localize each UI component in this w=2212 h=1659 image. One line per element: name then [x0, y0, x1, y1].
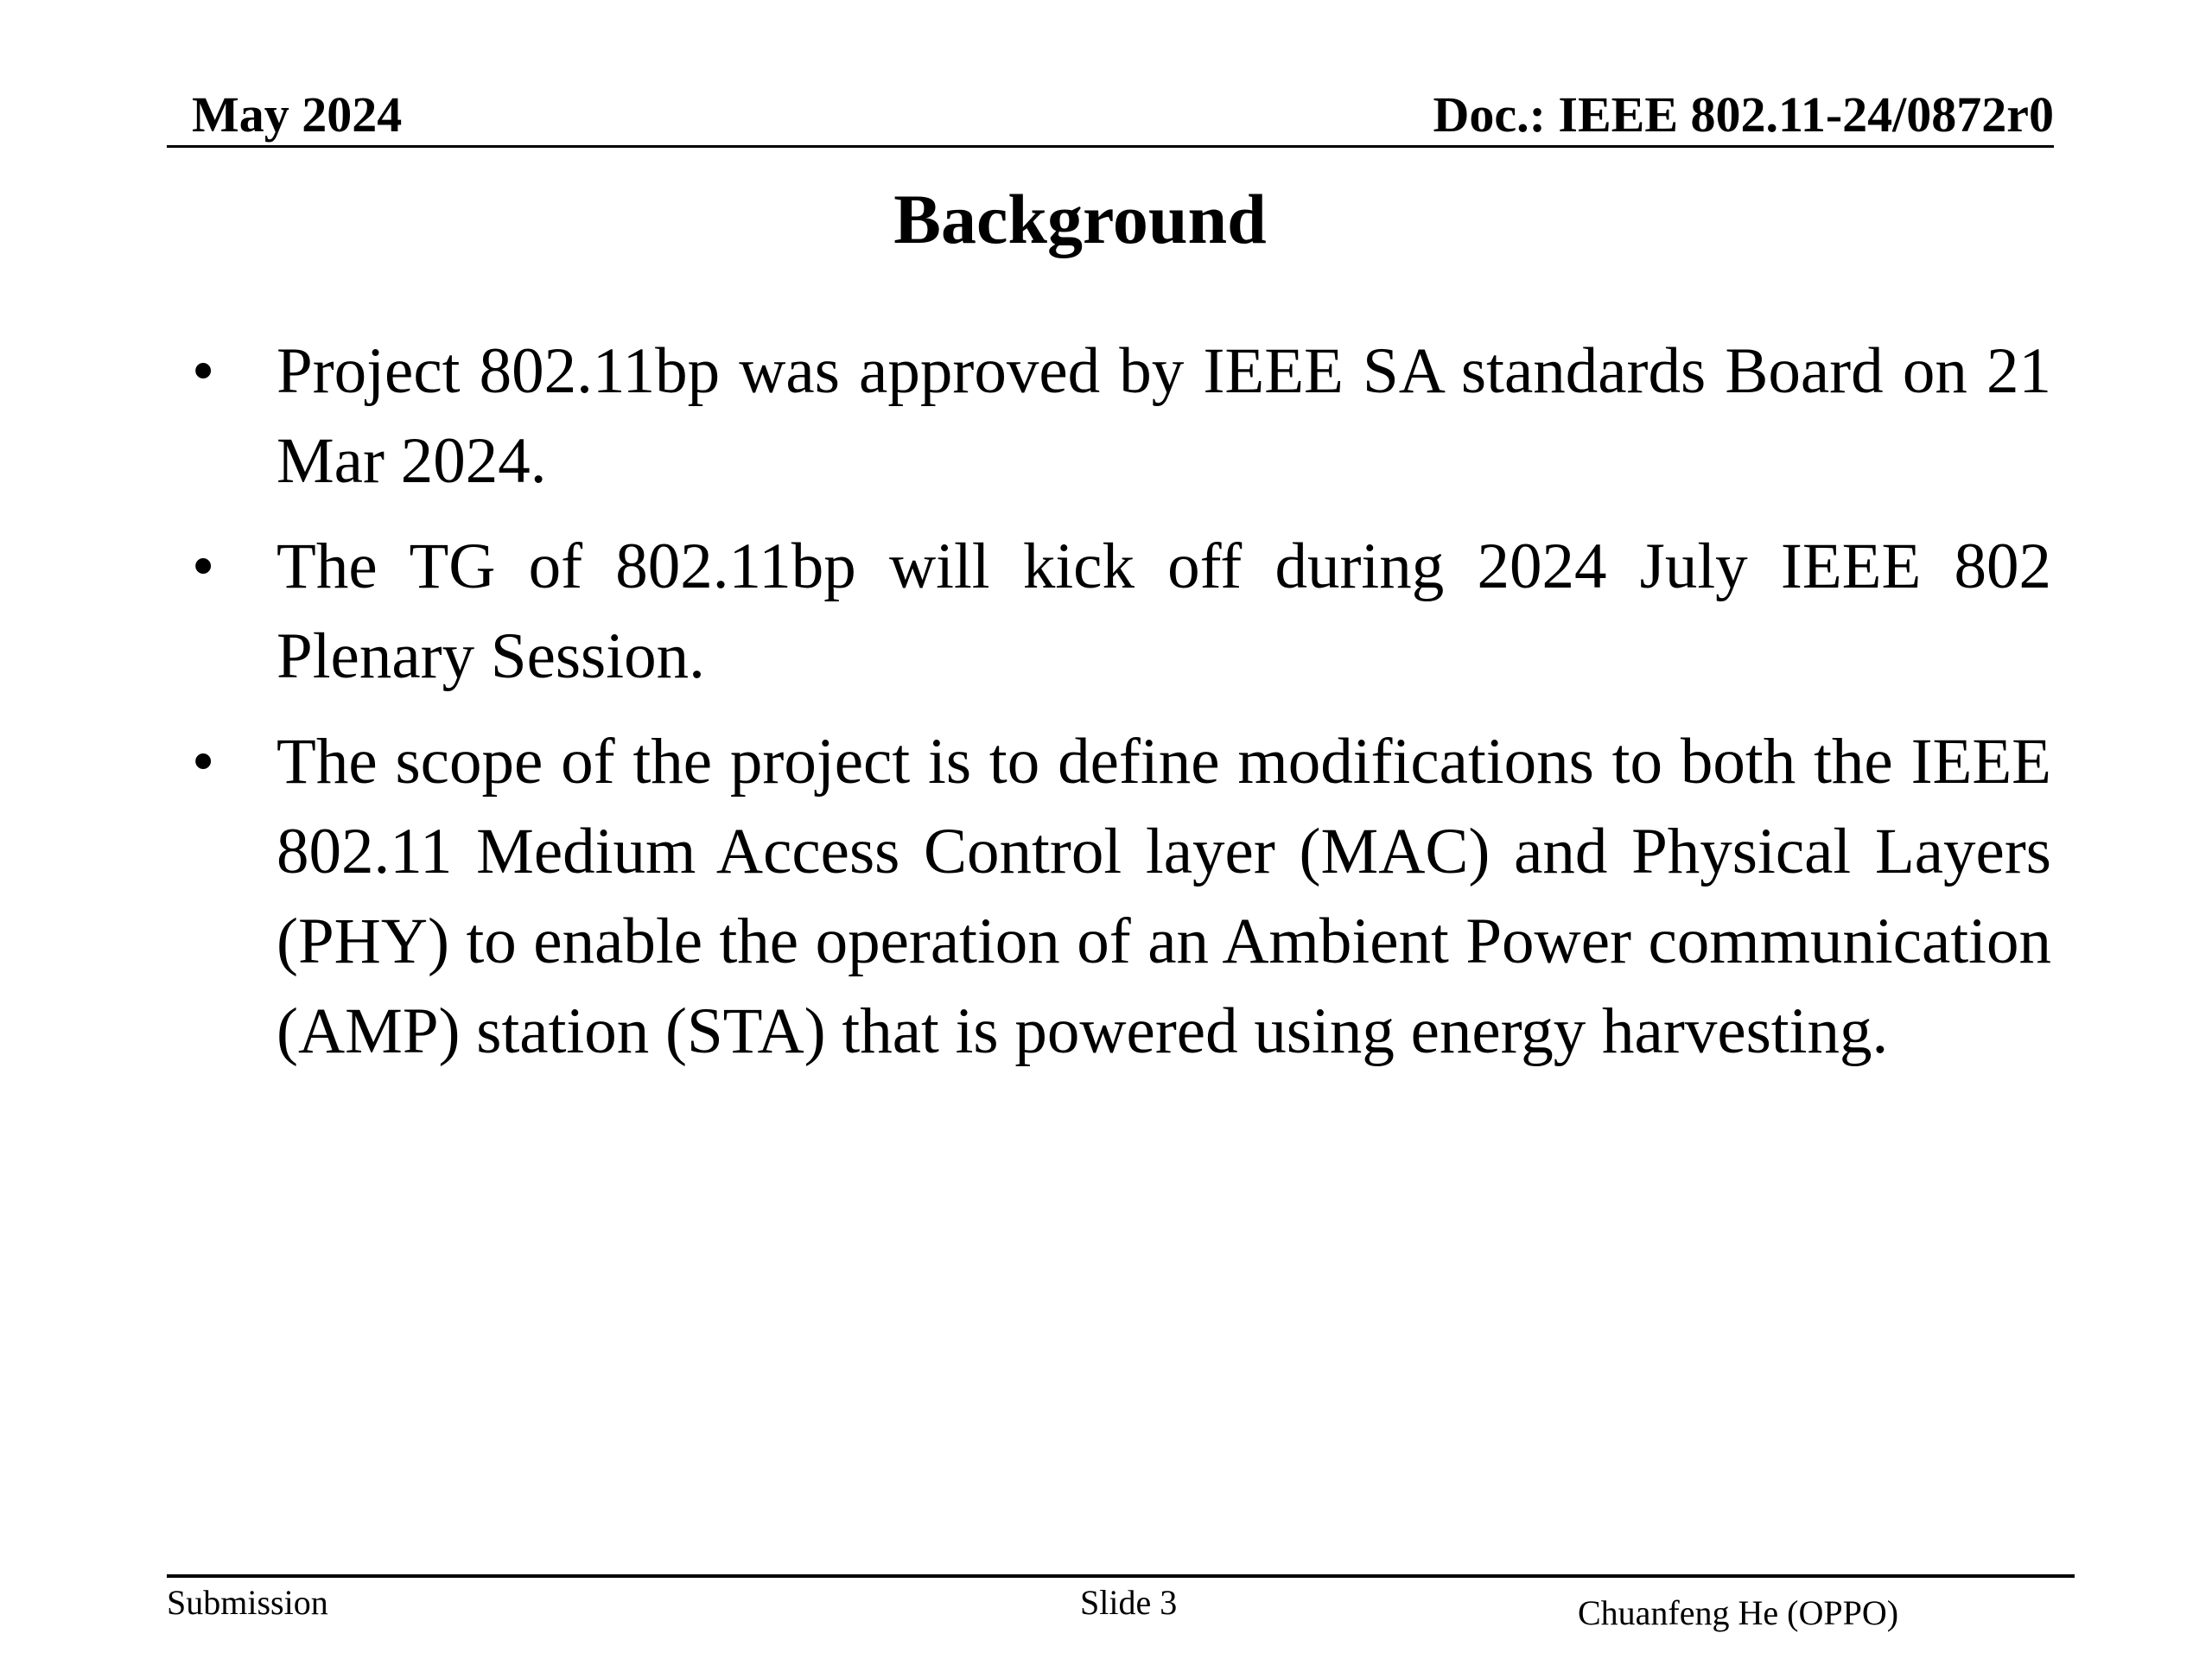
bullet-text: The scope of the project is to define modifications to both the IEEE 802.11 Medium Access Control layer (MAC) and Physical Layers (PHY) to enable the operation of an Ambient Power communication (AMP) station (STA) that is powered using energy harvesting.	[276, 726, 2051, 1067]
bullet-icon: •	[192, 531, 215, 602]
bullet-item	[192, 717, 2051, 1077]
slide-title: Background	[893, 180, 1267, 258]
header-divider	[167, 145, 2054, 148]
bullet-list	[192, 327, 2051, 1092]
bullet-icon: •	[192, 726, 215, 798]
footer-divider	[167, 1574, 2075, 1578]
footer-submission: Submission	[167, 1583, 328, 1622]
bullet-text: The TG of 802.11bp will kick off during 2024 July IEEE 802 Plenary Session.	[276, 531, 2051, 692]
bullet-icon: •	[192, 335, 215, 407]
bullet-text: Project 802.11bp was approved by IEEE SA standards Board on 21 Mar 2024.	[276, 335, 2051, 497]
header-doc-id: Doc.: IEEE 802.11-24/0872r0	[1433, 86, 2054, 143]
bullet-item	[192, 327, 2051, 506]
bullet-item	[192, 522, 2051, 702]
footer-author: Chuanfeng He (OPPO)	[1578, 1593, 1899, 1632]
header-date: May 2024	[192, 86, 403, 143]
footer-slide-number: Slide 3	[1080, 1583, 1178, 1622]
